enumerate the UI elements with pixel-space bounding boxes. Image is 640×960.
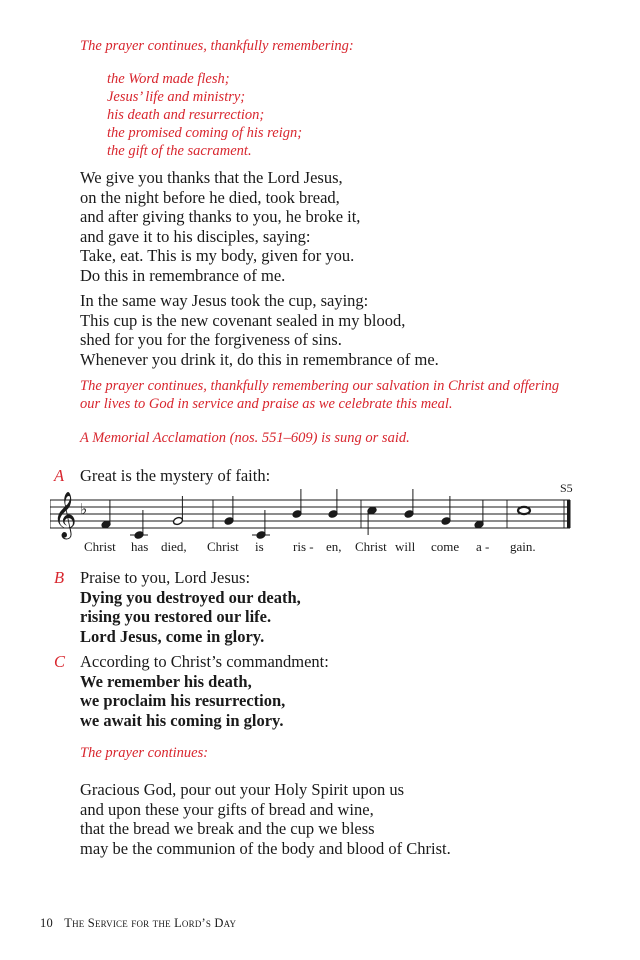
treble-clef-icon: 𝄞 xyxy=(53,492,77,538)
text-line: and after giving thanks to you, he broke it, xyxy=(80,207,361,226)
response-line: we proclaim his resurrection, xyxy=(80,691,286,710)
rubric-list-item: his death and resurrection; xyxy=(107,107,265,123)
text-line: on the night before he died, took bread, xyxy=(80,187,340,207)
text-line: Whenever you drink it, do this in remembrance of me. xyxy=(80,349,439,369)
lyric: come xyxy=(431,539,460,554)
lyric: ris - xyxy=(293,539,314,554)
option-b xyxy=(80,568,620,646)
option-b-letter: B xyxy=(54,568,65,587)
text-line: and gave it to his disciples, saying: xyxy=(80,226,311,246)
lyric: Christ xyxy=(207,539,239,554)
lyric: gain. xyxy=(510,539,536,554)
lyric: is xyxy=(255,539,264,554)
response-line: Dying you destroyed our death, xyxy=(80,587,301,607)
lyric: Christ xyxy=(355,539,387,554)
text-line: We give you thanks that the Lord Jesus, xyxy=(80,168,343,187)
note xyxy=(518,507,530,514)
lyric: will xyxy=(395,539,416,554)
rubric-continues: The prayer continues: xyxy=(80,745,209,761)
lyric: a - xyxy=(476,539,490,554)
flat-icon: ♭ xyxy=(80,500,88,518)
text-line: Gracious God, pour out your Holy Spirit upon us xyxy=(80,780,405,799)
text-line: This cup is the new covenant sealed in my blood, xyxy=(80,310,406,330)
tune-label: S5 xyxy=(560,481,573,495)
text-line: and upon these your gifts of bread and wine, xyxy=(80,799,374,819)
rubric-intro: The prayer continues, thankfully remembering: xyxy=(80,38,354,54)
rubric-line: The prayer continues, thankfully remembering our salvation in Christ and offering xyxy=(80,378,560,394)
note xyxy=(173,516,184,525)
rubric-line: our lives to God in service and praise as we celebrate this meal. xyxy=(80,396,453,412)
rubric-list-item: the Word made flesh; xyxy=(107,71,230,87)
lyric: died, xyxy=(161,539,187,554)
rubric-list xyxy=(107,70,302,160)
final-barline xyxy=(567,500,571,528)
rubric-salvation xyxy=(80,377,600,413)
paragraph-spirit xyxy=(80,780,620,858)
lyric: Christ xyxy=(84,539,116,554)
response-line: rising you restored our life. xyxy=(80,607,272,626)
option-c xyxy=(80,652,620,730)
page-footer xyxy=(40,916,236,931)
text-line: may be the communion of the body and blood of Christ. xyxy=(80,838,451,858)
option-a-letter: A xyxy=(54,466,65,485)
paragraph-cup xyxy=(80,291,620,369)
page-number: 10 xyxy=(40,916,53,930)
text-line: that the bread we break and the cup we bless xyxy=(80,819,375,838)
paragraph-bread xyxy=(80,168,620,285)
running-title: The Service for the Lord’s Day xyxy=(64,916,237,930)
rubric-acclamation: A Memorial Acclamation (nos. 551–609) is sung or said. xyxy=(80,430,410,446)
response-line: we await his coming in glory. xyxy=(80,710,284,730)
response-line: Lord Jesus, come in glory. xyxy=(80,626,265,646)
text-line: Do this in remembrance of me. xyxy=(80,265,286,285)
option-c-letter: C xyxy=(54,652,66,671)
music-staff xyxy=(50,478,590,560)
response-line: We remember his death, xyxy=(80,671,252,691)
option-c-text: According to Christ’s commandment: xyxy=(80,652,329,671)
option-a-text: Great is the mystery of faith: xyxy=(80,466,271,485)
rubric-list-item: the gift of the sacrament. xyxy=(107,143,252,159)
text-line: shed for you for the forgiveness of sins. xyxy=(80,330,342,349)
rubric-list-item: Jesus’ life and ministry; xyxy=(107,89,246,105)
option-b-text: Praise to you, Lord Jesus: xyxy=(80,568,251,587)
text-line: Take, eat. This is my body, given for you. xyxy=(80,246,355,265)
text-line: In the same way Jesus took the cup, saying: xyxy=(80,291,369,310)
rubric-list-item: the promised coming of his reign; xyxy=(107,125,303,141)
lyric: has xyxy=(131,539,149,554)
lyric: en, xyxy=(326,539,342,554)
